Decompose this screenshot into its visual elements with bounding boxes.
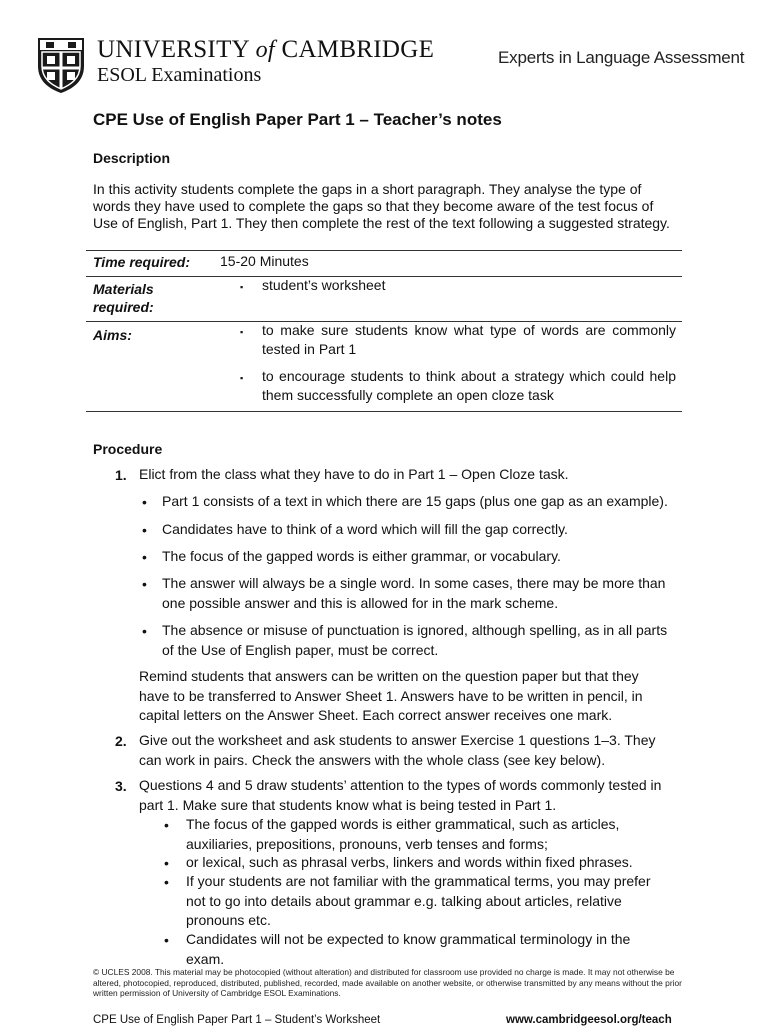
- square-bullet: ▪: [240, 327, 244, 337]
- bullet: •: [142, 549, 147, 565]
- step-number: 2.: [115, 733, 127, 749]
- materials-label: Materials required:: [93, 281, 154, 315]
- step-number: 1.: [115, 467, 127, 483]
- step-text: Elict from the class what they have to do in Part 1 – Open Cloze task.: [139, 466, 569, 482]
- step-number: 3.: [115, 778, 127, 794]
- description-text: In this activity students complete the gaps in a short paragraph. They analyse the type of words they have used to complete the gaps so that they become aware of the test focus of Use of English, Part 1. They then complete the rest of the text following a suggested strategy.: [93, 181, 670, 231]
- time-label: Time required:: [93, 254, 190, 270]
- tagline: Experts in Language Assessment: [498, 48, 745, 67]
- table-rule-top: [86, 250, 682, 251]
- list-item: Candidates have to think of a word which will fill the gap correctly.: [162, 521, 568, 537]
- list-item: or lexical, such as phrasal verbs, linkers and words within fixed phrases.: [186, 854, 633, 870]
- bullet: •: [164, 817, 169, 833]
- time-value: 15-20 Minutes: [220, 253, 309, 269]
- bullet: •: [164, 874, 169, 890]
- bullet: •: [142, 522, 147, 538]
- aim-item: to encourage students to think about a strategy which could help them successfully complete an open cloze task: [262, 368, 676, 403]
- list-item: Part 1 consists of a text in which there are 15 gaps (plus one gap as an example).: [162, 493, 668, 509]
- bullet: •: [164, 855, 169, 871]
- org-name: UNIVERSITY of CAMBRIDGE: [97, 36, 435, 63]
- bullet: •: [142, 623, 147, 639]
- university-crest-logo: [36, 36, 86, 94]
- aims-label: Aims:: [93, 327, 132, 343]
- copyright-notice: © UCLES 2008. This material may be photocopied (without alteration) and distributed for classroom use provided no charge is made. It may not otherwise be altered, photocopied, reproduced, distributed, published, recorded, made available on another website, or otherwise transmitted by any means without the prior written permission of University of Cambridge ESOL Examinations.: [93, 967, 682, 999]
- list-item: If your students are not familiar with the grammatical terms, you may prefer not to go into details about grammar e.g. talking about articles, relative pronouns etc.: [186, 873, 651, 928]
- list-item: The answer will always be a single word. In some cases, there may be more than one possible answer and this is allowed for in the mark scheme.: [162, 575, 666, 611]
- step-text: Questions 4 and 5 draw students’ attention to the types of words commonly tested in part 1. Make sure that students know what is being tested in Part 1.: [139, 777, 662, 813]
- page-title: CPE Use of English Paper Part 1 – Teacher’s notes: [93, 110, 502, 129]
- procedure-heading: Procedure: [93, 441, 163, 457]
- footer-document-title: CPE Use of English Paper Part 1 – Student’s Worksheet: [93, 1014, 381, 1026]
- org-subtitle: ESOL Examinations: [97, 64, 262, 86]
- remind-paragraph: Remind students that answers can be written on the question paper but that they have to be transferred to Answer Sheet 1. Answers have to be written in pencil, in capital letters on the Answer Sheet. Each correct answer receives one mark.: [139, 668, 643, 723]
- description-heading: Description: [93, 150, 171, 166]
- bullet: •: [164, 932, 169, 948]
- bullet: •: [142, 494, 147, 510]
- list-item: The focus of the gapped words is either grammatical, such as articles, auxiliaries, prepositions, pronouns, verb tenses and forms;: [186, 816, 620, 852]
- list-item: The focus of the gapped words is either grammar, or vocabulary.: [162, 548, 561, 564]
- list-item: Candidates will not be expected to know grammatical terminology in the exam.: [186, 931, 631, 967]
- list-item: The absence or misuse of punctuation is ignored, although spelling, as in all parts of the Use of English paper, must be correct.: [162, 622, 668, 658]
- bullet: •: [142, 576, 147, 592]
- step-text: Give out the worksheet and ask students to answer Exercise 1 questions 1–3. They can work in pairs. Check the answers with the whole class (see key below).: [139, 732, 656, 768]
- table-rule-bottom: [86, 411, 682, 412]
- aim-item: to make sure students know what type of words are commonly tested in Part 1: [262, 322, 676, 357]
- square-bullet: ▪: [240, 373, 244, 383]
- square-bullet: ▪: [240, 282, 244, 292]
- materials-item: student’s worksheet: [262, 277, 386, 293]
- footer-website-link[interactable]: www.cambridgeesol.org/teach: [506, 1014, 672, 1026]
